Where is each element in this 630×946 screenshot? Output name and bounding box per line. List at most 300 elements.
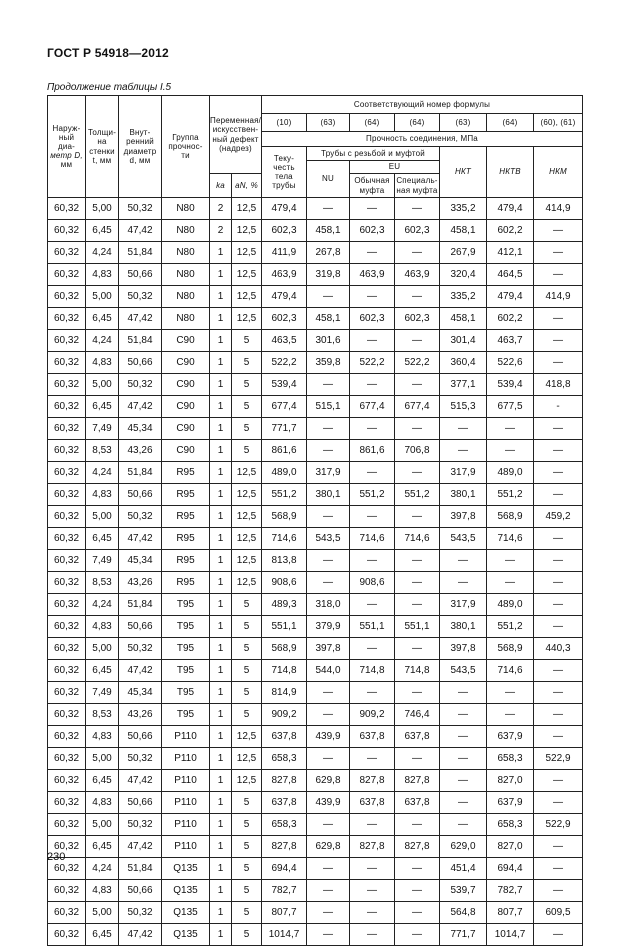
table-cell: 7,49: [86, 550, 119, 572]
table-cell: 5,00: [86, 638, 119, 660]
table-cell: —: [534, 924, 583, 946]
table-cell: 827,8: [350, 836, 395, 858]
table-cell: 463,5: [262, 330, 307, 352]
table-cell: 1: [210, 660, 232, 682]
table-cell: 397,8: [307, 638, 350, 660]
table-cell: 1: [210, 550, 232, 572]
table-cell: 47,42: [119, 770, 162, 792]
table-cell: Q135: [162, 858, 210, 880]
table-cell: R95: [162, 484, 210, 506]
table-cell: 439,9: [307, 726, 350, 748]
table-cell: 301,4: [440, 330, 487, 352]
table-cell: 602,3: [350, 220, 395, 242]
table-cell: —: [350, 748, 395, 770]
table-cell: 12,5: [232, 748, 262, 770]
table-cell: —: [440, 748, 487, 770]
table-cell: 440,3: [534, 638, 583, 660]
table-cell: —: [487, 440, 534, 462]
table-cell: —: [350, 550, 395, 572]
table-cell: 60,32: [48, 726, 86, 748]
table-cell: 1: [210, 902, 232, 924]
table-cell: 813,8: [262, 550, 307, 572]
table-cell: 522,2: [262, 352, 307, 374]
table-cell: 335,2: [440, 198, 487, 220]
table-cell: 47,42: [119, 396, 162, 418]
table-cell: 4,24: [86, 858, 119, 880]
table-row: [48, 550, 583, 572]
table-cell: 677,4: [395, 396, 440, 418]
table-cell: 12,5: [232, 572, 262, 594]
table-cell: 47,42: [119, 528, 162, 550]
table-cell: 658,3: [487, 748, 534, 770]
page-number: 230: [47, 851, 66, 863]
table-cell: 5,00: [86, 748, 119, 770]
table-cell: 714,6: [487, 528, 534, 550]
table-cell: 45,34: [119, 682, 162, 704]
header-an: аN, %: [232, 174, 262, 198]
table-cell: 609,5: [534, 902, 583, 924]
table-cell: —: [440, 792, 487, 814]
table-cell: —: [534, 550, 583, 572]
table-row: [48, 880, 583, 902]
table-cell: N80: [162, 220, 210, 242]
table-cell: —: [307, 550, 350, 572]
table-cell: 489,0: [262, 462, 307, 484]
table-cell: Q135: [162, 924, 210, 946]
table-cell: —: [350, 858, 395, 880]
table-cell: 522,6: [487, 352, 534, 374]
table-cell: N80: [162, 198, 210, 220]
table-cell: 60,32: [48, 770, 86, 792]
table-cell: 1: [210, 484, 232, 506]
table-cell: C90: [162, 418, 210, 440]
table-cell: 60,32: [48, 814, 86, 836]
table-cell: —: [440, 682, 487, 704]
table-row: [48, 220, 583, 242]
table-cell: 1: [210, 352, 232, 374]
table-cell: 267,9: [440, 242, 487, 264]
table-cell: 50,66: [119, 726, 162, 748]
table-cell: —: [307, 286, 350, 308]
table-cell: 6,45: [86, 924, 119, 946]
table-cell: 459,2: [534, 506, 583, 528]
table-cell: —: [350, 902, 395, 924]
table-cell: 4,83: [86, 352, 119, 374]
table-cell: 1: [210, 506, 232, 528]
table-cell: 602,2: [487, 308, 534, 330]
table-cell: 1014,7: [487, 924, 534, 946]
table-cell: —: [350, 506, 395, 528]
table-cell: 5: [232, 638, 262, 660]
table-cell: 564,8: [440, 902, 487, 924]
table-row: [48, 506, 583, 528]
table-row: [48, 836, 583, 858]
table-cell: 8,53: [86, 704, 119, 726]
table-cell: 629,0: [440, 836, 487, 858]
table-cell: —: [307, 880, 350, 902]
table-cell: 360,4: [440, 352, 487, 374]
table-cell: Q135: [162, 902, 210, 924]
table-cell: 5,00: [86, 506, 119, 528]
table-cell: 451,4: [440, 858, 487, 880]
table-row: [48, 924, 583, 946]
table-row: [48, 726, 583, 748]
table-cell: T95: [162, 682, 210, 704]
table-cell: 12,5: [232, 528, 262, 550]
table-cell: T95: [162, 638, 210, 660]
table-cell: 602,2: [487, 220, 534, 242]
table-cell: 50,32: [119, 638, 162, 660]
table-cell: —: [534, 770, 583, 792]
table-cell: 335,2: [440, 286, 487, 308]
header-nu: NU: [307, 161, 350, 198]
table-cell: 60,32: [48, 396, 86, 418]
header-joint-strength: Прочность соединения, МПа: [262, 132, 583, 147]
table-cell: 60,32: [48, 308, 86, 330]
table-cell: 4,83: [86, 880, 119, 902]
table-cell: —: [307, 374, 350, 396]
table-cell: 379,9: [307, 616, 350, 638]
table-row: [48, 374, 583, 396]
table-row: [48, 418, 583, 440]
table-cell: —: [534, 704, 583, 726]
table-cell: 782,7: [262, 880, 307, 902]
table-cell: T95: [162, 616, 210, 638]
table-cell: 771,7: [262, 418, 307, 440]
table-cell: 301,6: [307, 330, 350, 352]
table-cell: 1: [210, 748, 232, 770]
table-cell: —: [534, 572, 583, 594]
table-cell: 4,24: [86, 594, 119, 616]
table-cell: —: [307, 682, 350, 704]
table-cell: 317,9: [307, 462, 350, 484]
table-cell: 51,84: [119, 242, 162, 264]
table-cell: 60,32: [48, 198, 86, 220]
table-cell: 12,5: [232, 484, 262, 506]
table-cell: N80: [162, 264, 210, 286]
table-cell: —: [440, 704, 487, 726]
table-cell: 637,9: [487, 726, 534, 748]
table-cell: 4,24: [86, 330, 119, 352]
table-cell: 60,32: [48, 902, 86, 924]
table-cell: —: [534, 660, 583, 682]
table-cell: 479,4: [487, 286, 534, 308]
table-cell: 637,8: [350, 726, 395, 748]
table-cell: 60,32: [48, 264, 86, 286]
table-cell: 544,0: [307, 660, 350, 682]
table-cell: R95: [162, 506, 210, 528]
table-cell: R95: [162, 572, 210, 594]
table-cell: 827,0: [487, 836, 534, 858]
table-cell: 568,9: [262, 638, 307, 660]
table-cell: 479,4: [262, 198, 307, 220]
table-cell: 637,8: [262, 726, 307, 748]
table-cell: P110: [162, 770, 210, 792]
table-cell: 827,8: [350, 770, 395, 792]
table-cell: P110: [162, 836, 210, 858]
table-cell: —: [307, 902, 350, 924]
header-threaded-pipes: Трубы с резьбой и муфтой: [307, 147, 440, 161]
table-cell: 6,45: [86, 528, 119, 550]
table-cell: 1014,7: [262, 924, 307, 946]
table-cell: —: [395, 682, 440, 704]
table-cell: 807,7: [487, 902, 534, 924]
formula-ref: (64): [395, 114, 440, 132]
table-cell: 2: [210, 220, 232, 242]
table-cell: 714,6: [350, 528, 395, 550]
table-cell: 5: [232, 836, 262, 858]
table-cell: 5: [232, 594, 262, 616]
table-cell: —: [307, 440, 350, 462]
table-cell: —: [350, 286, 395, 308]
table-cell: 814,9: [262, 682, 307, 704]
table-cell: 43,26: [119, 572, 162, 594]
table-cell: 5,00: [86, 374, 119, 396]
table-row: [48, 330, 583, 352]
table-cell: 50,66: [119, 616, 162, 638]
table-cell: —: [395, 924, 440, 946]
table-cell: 458,1: [307, 220, 350, 242]
table-cell: 60,32: [48, 484, 86, 506]
table-cell: C90: [162, 396, 210, 418]
table-cell: 629,8: [307, 836, 350, 858]
table-cell: 60,32: [48, 506, 86, 528]
table-cell: 60,32: [48, 374, 86, 396]
table-cell: 909,2: [350, 704, 395, 726]
table-cell: 4,83: [86, 726, 119, 748]
table-cell: 414,9: [534, 286, 583, 308]
table-cell: 568,9: [487, 506, 534, 528]
table-cell: —: [395, 374, 440, 396]
table-row: [48, 682, 583, 704]
table-row: [48, 572, 583, 594]
table-cell: 5: [232, 902, 262, 924]
table-cell: 60,32: [48, 616, 86, 638]
table-cell: 51,84: [119, 858, 162, 880]
table-cell: 543,5: [307, 528, 350, 550]
table-cell: 714,8: [350, 660, 395, 682]
table-cell: —: [534, 880, 583, 902]
table-cell: 1: [210, 572, 232, 594]
table-cell: 60,32: [48, 418, 86, 440]
table-cell: R95: [162, 462, 210, 484]
table-cell: 827,8: [395, 836, 440, 858]
table-cell: 543,5: [440, 660, 487, 682]
table-row: [48, 748, 583, 770]
table-cell: 1: [210, 924, 232, 946]
table-cell: 5: [232, 418, 262, 440]
table-cell: 658,3: [487, 814, 534, 836]
table-cell: 359,8: [307, 352, 350, 374]
table-cell: 5: [232, 704, 262, 726]
table-cell: —: [487, 572, 534, 594]
header-nkt: НКТ: [440, 147, 487, 198]
table-row: [48, 616, 583, 638]
table-cell: 602,3: [395, 308, 440, 330]
header-wall-thickness: Толщи- на стенки t, мм: [86, 96, 119, 198]
table-cell: 637,8: [262, 792, 307, 814]
table-cell: 714,8: [262, 660, 307, 682]
header-regular-coupling: Обычная муфта: [350, 174, 395, 198]
table-cell: 60,32: [48, 880, 86, 902]
table-cell: 2: [210, 198, 232, 220]
table-cell: 1: [210, 528, 232, 550]
table-caption: Продолжение таблицы I.5: [47, 82, 172, 93]
table-cell: 5: [232, 814, 262, 836]
table-cell: C90: [162, 374, 210, 396]
table-cell: 45,34: [119, 418, 162, 440]
formula-ref: (64): [487, 114, 534, 132]
table-cell: —: [440, 418, 487, 440]
table-cell: —: [534, 242, 583, 264]
table-cell: 637,8: [395, 726, 440, 748]
table-cell: T95: [162, 704, 210, 726]
table-cell: 827,8: [262, 836, 307, 858]
table-cell: 1: [210, 462, 232, 484]
table-cell: 1: [210, 418, 232, 440]
table-cell: 5: [232, 924, 262, 946]
table-cell: 60,32: [48, 924, 86, 946]
table-cell: —: [487, 550, 534, 572]
table-body: [48, 198, 583, 946]
header-eu: EU: [350, 161, 440, 174]
table-cell: —: [395, 462, 440, 484]
table-cell: 706,8: [395, 440, 440, 462]
table-cell: 602,3: [350, 308, 395, 330]
table-cell: 807,7: [262, 902, 307, 924]
table-cell: —: [534, 726, 583, 748]
table-cell: 1: [210, 374, 232, 396]
table-cell: —: [440, 440, 487, 462]
table-cell: 12,5: [232, 550, 262, 572]
table-cell: -: [534, 396, 583, 418]
table-cell: 318,0: [307, 594, 350, 616]
table-cell: —: [534, 616, 583, 638]
table-cell: 5: [232, 660, 262, 682]
table-cell: 7,49: [86, 418, 119, 440]
table-cell: 1: [210, 836, 232, 858]
table-cell: —: [307, 814, 350, 836]
table-cell: —: [534, 352, 583, 374]
table-cell: 489,0: [487, 594, 534, 616]
table-cell: 12,5: [232, 220, 262, 242]
table-cell: —: [534, 836, 583, 858]
table-row: [48, 770, 583, 792]
table-cell: 50,32: [119, 902, 162, 924]
table-cell: —: [350, 242, 395, 264]
table-cell: 568,9: [262, 506, 307, 528]
table-cell: 60,32: [48, 352, 86, 374]
table-cell: C90: [162, 352, 210, 374]
header-nktv: НКТВ: [487, 147, 534, 198]
table-cell: —: [350, 880, 395, 902]
table-cell: 51,84: [119, 462, 162, 484]
table-cell: 50,32: [119, 748, 162, 770]
table-cell: —: [350, 418, 395, 440]
table-cell: 827,8: [262, 770, 307, 792]
table-cell: 515,3: [440, 396, 487, 418]
table-cell: 5: [232, 440, 262, 462]
table-cell: 4,83: [86, 264, 119, 286]
table-cell: 909,2: [262, 704, 307, 726]
table-cell: —: [307, 506, 350, 528]
table-cell: 45,34: [119, 550, 162, 572]
table-cell: 319,8: [307, 264, 350, 286]
table-cell: P110: [162, 814, 210, 836]
table-cell: 60,32: [48, 682, 86, 704]
table-cell: 5: [232, 682, 262, 704]
table-cell: 714,6: [395, 528, 440, 550]
formula-ref: (63): [307, 114, 350, 132]
table-cell: N80: [162, 242, 210, 264]
table-cell: 5: [232, 792, 262, 814]
table-cell: —: [307, 198, 350, 220]
table-cell: —: [440, 550, 487, 572]
table-cell: —: [395, 506, 440, 528]
table-cell: 551,2: [262, 484, 307, 506]
table-cell: 60,32: [48, 286, 86, 308]
table-cell: P110: [162, 748, 210, 770]
table-row: [48, 484, 583, 506]
table-cell: 380,1: [440, 484, 487, 506]
table-cell: 43,26: [119, 440, 162, 462]
table-cell: 414,9: [534, 198, 583, 220]
table-cell: Q135: [162, 880, 210, 902]
table-row: [48, 308, 583, 330]
table-row: [48, 286, 583, 308]
table-cell: 60,32: [48, 330, 86, 352]
table-cell: 5: [232, 330, 262, 352]
table-cell: 1: [210, 440, 232, 462]
table-cell: 1: [210, 792, 232, 814]
table-cell: 267,8: [307, 242, 350, 264]
table-cell: 827,8: [395, 770, 440, 792]
table-cell: —: [350, 374, 395, 396]
table-cell: 50,66: [119, 352, 162, 374]
table-cell: 411,9: [262, 242, 307, 264]
table-cell: 463,9: [395, 264, 440, 286]
table-cell: 515,1: [307, 396, 350, 418]
table-cell: 714,8: [395, 660, 440, 682]
table-row: [48, 638, 583, 660]
table-cell: —: [395, 572, 440, 594]
table-cell: 377,1: [440, 374, 487, 396]
table-cell: 418,8: [534, 374, 583, 396]
table-cell: 5: [232, 396, 262, 418]
table-cell: —: [395, 748, 440, 770]
table-cell: 539,4: [487, 374, 534, 396]
table-cell: 12,5: [232, 462, 262, 484]
table-cell: 677,4: [262, 396, 307, 418]
table-cell: —: [350, 682, 395, 704]
table-cell: 1: [210, 242, 232, 264]
table-cell: 12,5: [232, 770, 262, 792]
table-row: [48, 704, 583, 726]
table-cell: 60,32: [48, 528, 86, 550]
header-defect: Переменная/ искусствен- ный дефект (надрез): [210, 96, 262, 174]
table-cell: 551,1: [262, 616, 307, 638]
table-cell: —: [487, 704, 534, 726]
table-cell: 489,3: [262, 594, 307, 616]
table-cell: 60,32: [48, 242, 86, 264]
table-cell: 458,1: [307, 308, 350, 330]
table-cell: 47,42: [119, 924, 162, 946]
table-cell: 50,32: [119, 374, 162, 396]
table-cell: 1: [210, 638, 232, 660]
table-cell: 464,5: [487, 264, 534, 286]
table-cell: 694,4: [487, 858, 534, 880]
table-cell: P110: [162, 726, 210, 748]
